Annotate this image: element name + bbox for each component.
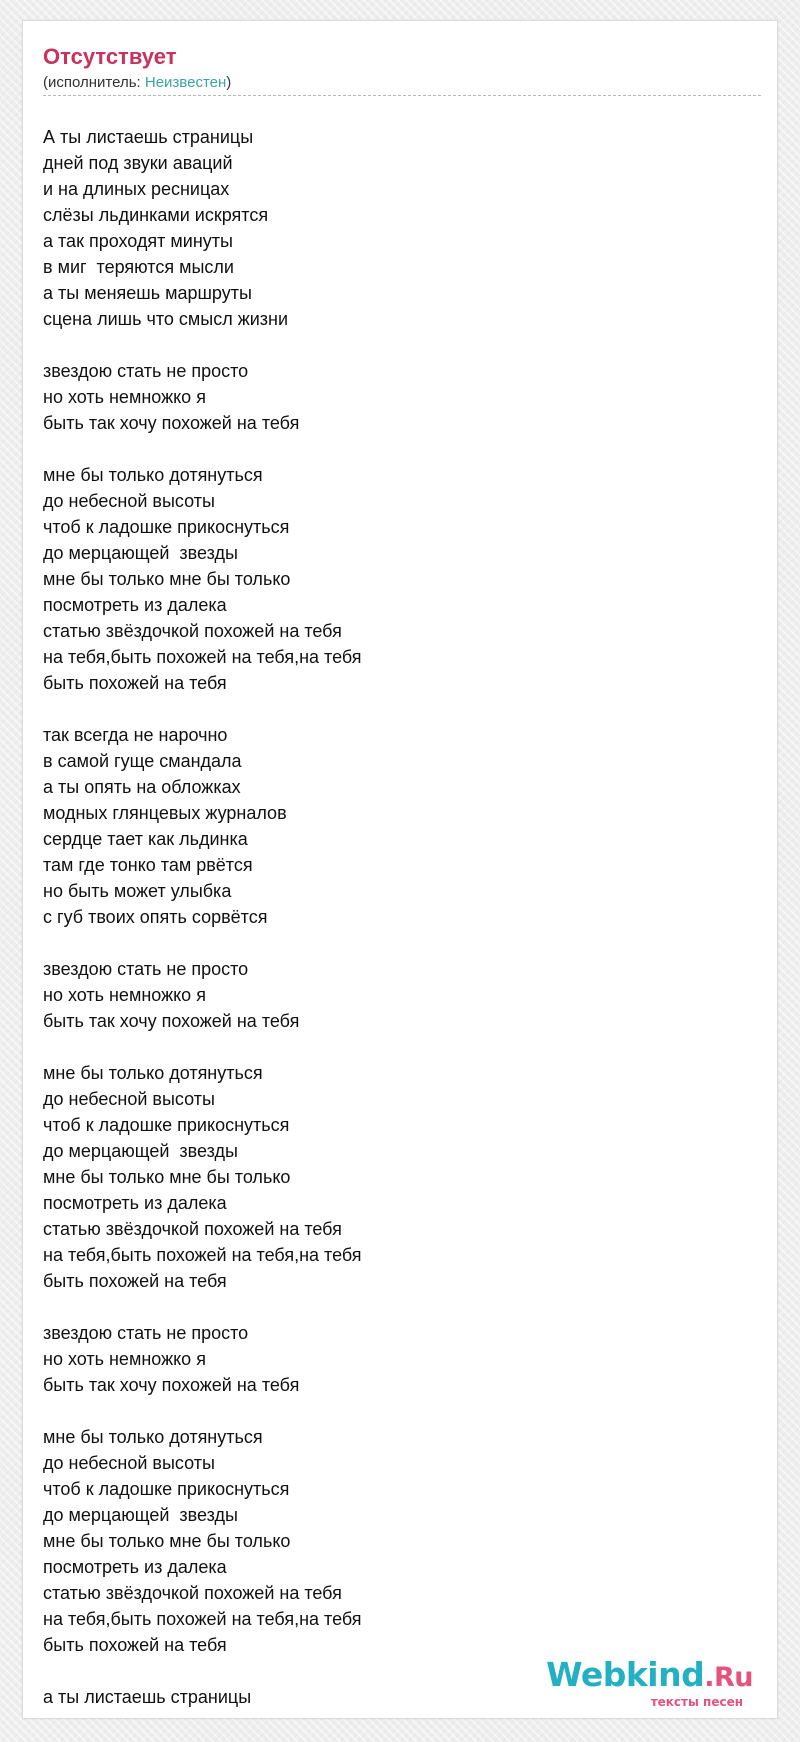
lyrics-line: сцена лишь что смысл жизни <box>43 309 289 329</box>
header-divider <box>43 95 761 96</box>
lyrics-line: мне бы только дотянуться <box>43 465 263 485</box>
lyrics-stanza <box>43 1320 743 1398</box>
artist-suffix: ) <box>226 74 232 91</box>
lyrics-line: звездою стать не просто <box>43 959 249 979</box>
lyrics-line: А ты листаешь страницы <box>43 127 254 147</box>
lyrics-line: посмотреть из далека <box>43 1557 227 1577</box>
lyrics-line: быть так хочу похожей на тебя <box>43 1011 300 1031</box>
lyrics-line: звездою стать не просто <box>43 1323 249 1343</box>
lyrics-stanza <box>43 1060 743 1294</box>
artist-line <box>43 73 761 93</box>
lyrics-line: до небесной высоты <box>43 491 215 511</box>
lyrics-stanza <box>43 1424 743 1658</box>
lyrics-line: на тебя,быть похожей на тебя,на тебя <box>43 1609 362 1629</box>
lyrics-text <box>43 124 743 1710</box>
lyrics-line: а ты листаешь страницы <box>43 1687 252 1707</box>
lyrics-line: в самой гуще смандала <box>43 751 242 771</box>
lyrics-stanza <box>43 956 743 1034</box>
lyrics-line: в миг теряются мысли <box>43 257 234 277</box>
lyrics-line: быть так хочу похожей на тебя <box>43 413 300 433</box>
lyrics-line: мне бы только дотянуться <box>43 1063 263 1083</box>
lyrics-line: модных глянцевых журналов <box>43 803 287 823</box>
site-logo <box>533 1656 753 1712</box>
lyrics-line: статью звёздочкой похожей на тебя <box>43 621 342 641</box>
lyrics-line: но хоть немножко я <box>43 387 206 407</box>
logo-tld: .Ru <box>704 1662 753 1693</box>
lyrics-line: до небесной высоты <box>43 1453 215 1473</box>
lyrics-line: быть похожей на тебя <box>43 1271 227 1291</box>
lyrics-line: чтоб к ладошке прикоснуться <box>43 517 290 537</box>
lyrics-line: а ты меняешь маршруты <box>43 283 252 303</box>
artist-prefix: (исполнитель: <box>43 74 145 91</box>
lyrics-line: мне бы только мне бы только <box>43 569 291 589</box>
lyrics-line: посмотреть из далека <box>43 1193 227 1213</box>
artist-link[interactable]: Неизвестен <box>144 74 227 91</box>
lyrics-stanza <box>43 358 743 436</box>
lyrics-line: мне бы только мне бы только <box>43 1531 291 1551</box>
lyrics-line: посмотреть из далека <box>43 595 227 615</box>
song-header <box>43 43 761 96</box>
lyrics-line: но хоть немножко я <box>43 1349 206 1369</box>
lyrics-line: быть похожей на тебя <box>43 1635 227 1655</box>
lyrics-line: чтоб к ладошке прикоснуться <box>43 1115 290 1135</box>
logo-brand: Webkind <box>546 1655 705 1694</box>
lyrics-stanza <box>43 462 743 696</box>
lyrics-line: а ты опять на обложках <box>43 777 241 797</box>
lyrics-line: сердце тает как льдинка <box>43 829 248 849</box>
lyrics-line: до мерцающей звезды <box>43 1505 238 1525</box>
lyrics-stanza <box>43 722 743 930</box>
lyrics-line: статью звёздочкой похожей на тебя <box>43 1583 342 1603</box>
lyrics-line: чтоб к ладошке прикоснуться <box>43 1479 290 1499</box>
lyrics-line: на тебя,быть похожей на тебя,на тебя <box>43 647 362 667</box>
lyrics-line: до мерцающей звезды <box>43 1141 238 1161</box>
lyrics-line: и на длиных ресницах <box>43 179 230 199</box>
lyrics-line: мне бы только мне бы только <box>43 1167 291 1187</box>
logo-tagline: тексты песен <box>650 1695 743 1709</box>
lyrics-line: быть похожей на тебя <box>43 673 227 693</box>
lyrics-line: до небесной высоты <box>43 1089 215 1109</box>
logo-wordmark <box>533 1656 753 1697</box>
lyrics-line: с губ твоих опять сорвётся <box>43 907 268 927</box>
lyrics-line: дней под звуки аваций <box>43 153 233 173</box>
lyrics-line: статью звёздочкой похожей на тебя <box>43 1219 342 1239</box>
lyrics-line: слёзы льдинками искрятся <box>43 205 269 225</box>
lyrics-line: там где тонко там рвётся <box>43 855 253 875</box>
lyrics-line: но быть может улыбка <box>43 881 232 901</box>
lyrics-card <box>22 20 778 1719</box>
lyrics-line: а так проходят минуты <box>43 231 233 251</box>
lyrics-line: но хоть немножко я <box>43 985 206 1005</box>
lyrics-line: звездою стать не просто <box>43 361 249 381</box>
lyrics-line: так всегда не нарочно <box>43 725 228 745</box>
lyrics-line: мне бы только дотянуться <box>43 1427 263 1447</box>
lyrics-stanza <box>43 124 743 332</box>
lyrics-line: быть так хочу похожей на тебя <box>43 1375 300 1395</box>
lyrics-line: на тебя,быть похожей на тебя,на тебя <box>43 1245 362 1265</box>
song-title: Отсутствует <box>43 44 177 69</box>
lyrics-line: до мерцающей звезды <box>43 543 238 563</box>
